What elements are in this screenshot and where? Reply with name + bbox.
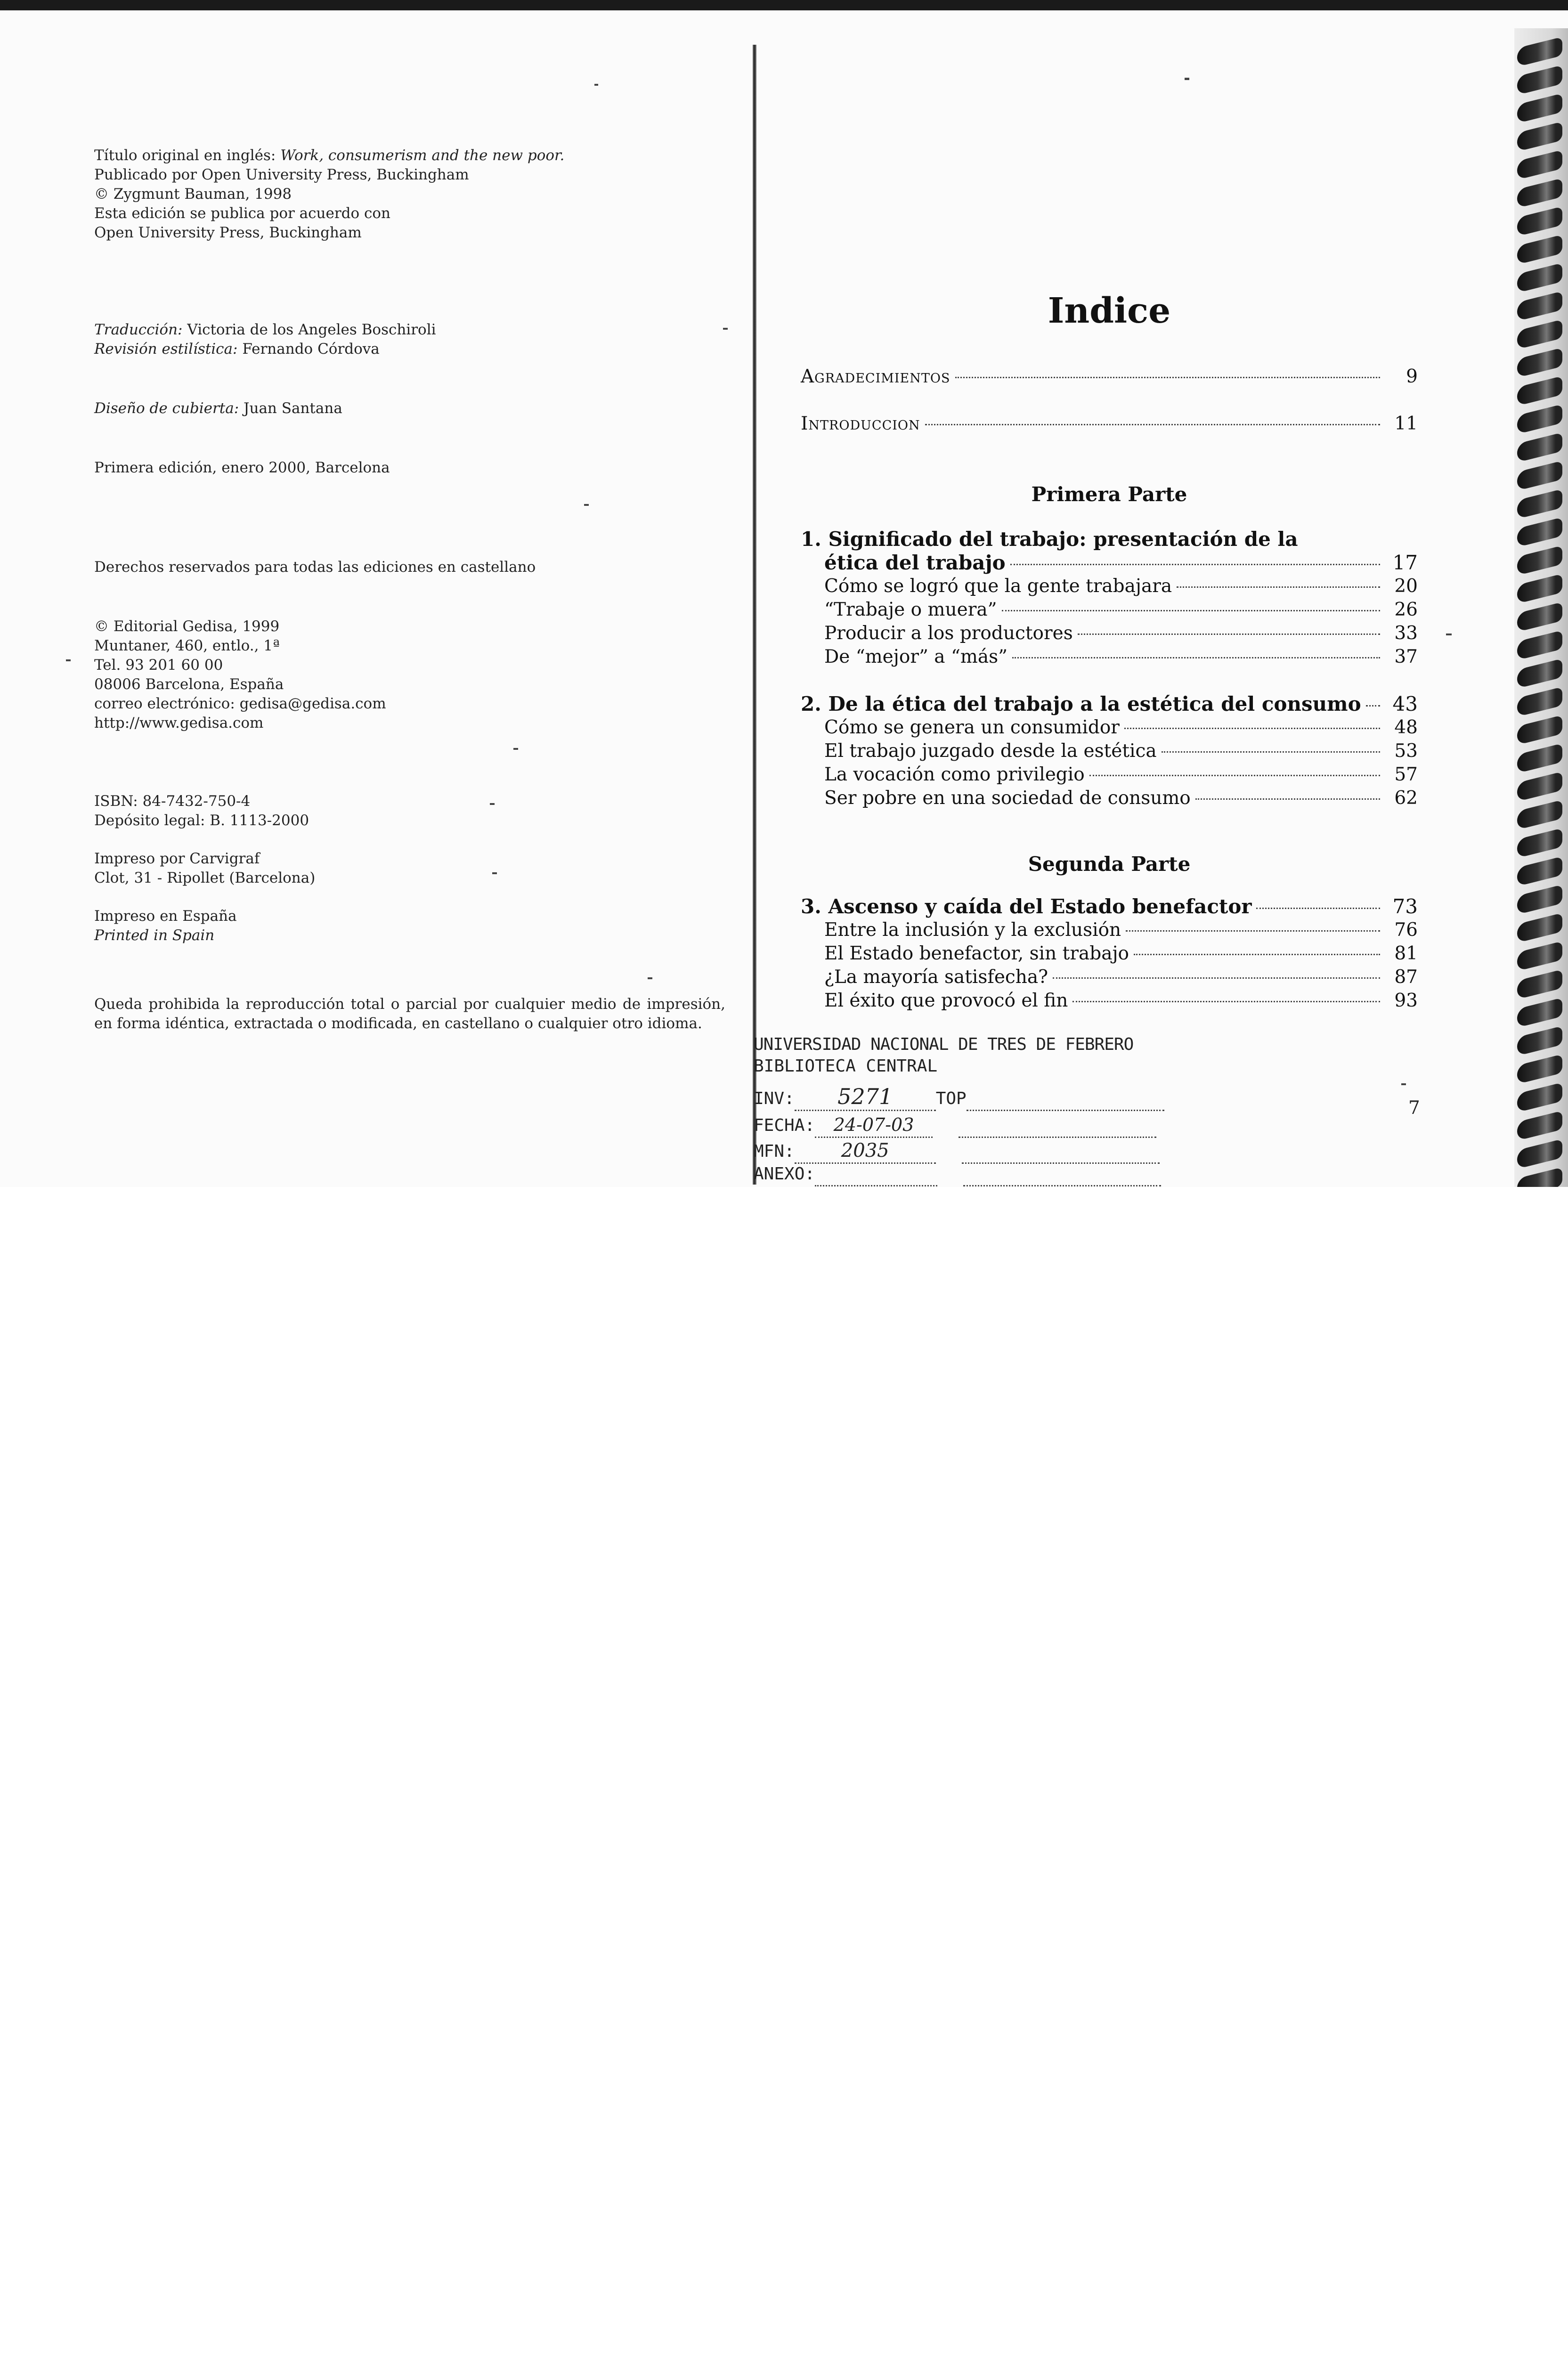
scan-speck bbox=[723, 328, 728, 330]
toc-entry-ch2-s2 bbox=[801, 739, 1418, 763]
spiral-coil bbox=[1517, 658, 1562, 689]
spiral-coil bbox=[1517, 319, 1562, 349]
stamp-mfn-label: MFN: bbox=[754, 1142, 795, 1161]
scan-speck bbox=[490, 803, 495, 805]
toc-entry-ch3-s4 bbox=[801, 989, 1418, 1013]
leader-dots bbox=[955, 377, 1380, 378]
toc-entry-label: El trabajo juzgado desde la estética bbox=[824, 740, 1157, 762]
agreement-line-2: Open University Press, Buckingham bbox=[94, 224, 362, 241]
toc-entry-label: Producir a los productores bbox=[824, 623, 1073, 644]
toc-page-number: 81 bbox=[1394, 943, 1418, 964]
spiral-coil bbox=[1517, 998, 1562, 1028]
spiral-coil bbox=[1517, 687, 1562, 717]
spiral-coil bbox=[1517, 545, 1562, 576]
spiral-coil bbox=[1517, 235, 1562, 265]
leader-dots bbox=[1195, 798, 1380, 800]
toc-page-number: 76 bbox=[1394, 919, 1418, 941]
toc-page-number: 62 bbox=[1394, 788, 1418, 809]
spiral-coil bbox=[1517, 800, 1562, 830]
leader-dots bbox=[1177, 586, 1380, 588]
scan-speck bbox=[1185, 78, 1189, 80]
toc-page-number: 17 bbox=[1392, 551, 1418, 574]
translation-label: Traducción: bbox=[94, 321, 187, 338]
toc-page-number: 43 bbox=[1392, 692, 1418, 715]
stamp-inv-row bbox=[754, 1086, 1164, 1111]
toc-entry-ch2-s1 bbox=[801, 716, 1418, 739]
isbn: ISBN: 84-7432-750-4 bbox=[94, 793, 251, 810]
spiral-coil bbox=[1517, 743, 1562, 773]
spiral-coil bbox=[1517, 432, 1562, 463]
spiral-coil bbox=[1517, 771, 1562, 802]
cover-line bbox=[94, 399, 725, 418]
toc-entry-ch3-s1 bbox=[801, 918, 1418, 942]
scan-top-border bbox=[0, 0, 1568, 10]
toc-page-number: 73 bbox=[1392, 895, 1418, 918]
spiral-coil bbox=[1517, 828, 1562, 858]
spiral-coil bbox=[1517, 517, 1562, 547]
spiral-coil bbox=[1517, 1054, 1562, 1084]
printed-in-spain-es: Impreso en España bbox=[94, 908, 237, 925]
toc-entry-label: ¿La mayoría satisfecha? bbox=[824, 966, 1048, 988]
spiral-coil bbox=[1517, 65, 1562, 95]
stamp-anexo-row bbox=[754, 1163, 1161, 1186]
toc-page-number: 53 bbox=[1394, 740, 1418, 762]
first-edition-line: Primera edición, enero 2000, Barcelona bbox=[94, 459, 390, 476]
leader-dots bbox=[1124, 728, 1380, 729]
stamp-top-label: TOP bbox=[935, 1089, 967, 1108]
stamp-inv-value: 5271 bbox=[837, 1084, 893, 1109]
original-title-label: Título original en inglés: bbox=[94, 147, 281, 164]
leader-dots bbox=[1162, 751, 1380, 753]
toc-entry-introduction bbox=[801, 412, 1418, 436]
spiral-coil bbox=[1517, 715, 1562, 745]
original-title-line bbox=[94, 146, 725, 165]
reproduction-notice: Queda prohibida la reproducción total o parcial por cualquier medio de impresión, en forma idéntica, extractada o modificada, en castellano o cualquier otro idioma. bbox=[94, 996, 725, 1032]
spiral-coil bbox=[1517, 37, 1562, 67]
part-one-heading: Primera Parte bbox=[1031, 483, 1187, 506]
toc-entry-label: Introduccion bbox=[801, 413, 920, 434]
spiral-coil bbox=[1517, 93, 1562, 123]
spiral-coil bbox=[1517, 206, 1562, 236]
book-gutter bbox=[753, 45, 756, 1185]
spiral-coil bbox=[1517, 630, 1562, 660]
spiral-coil bbox=[1517, 263, 1562, 293]
toc-entry-label: “Trabaje o muera” bbox=[824, 599, 997, 620]
spiral-coil bbox=[1517, 489, 1562, 519]
leader-dots bbox=[1134, 954, 1380, 955]
spiral-binding bbox=[1514, 28, 1568, 1187]
stamp-fecha-row bbox=[754, 1114, 1156, 1138]
chapter-2-title: 2. De la ética del trabajo a la estética del consumo bbox=[801, 692, 1361, 715]
toc-entry-ch3-s2 bbox=[801, 942, 1418, 966]
toc-page-number: 87 bbox=[1394, 966, 1418, 988]
revision-line bbox=[94, 340, 725, 359]
toc-page-number: 48 bbox=[1394, 717, 1418, 738]
toc-entry-label: El Estado benefactor, sin trabajo bbox=[824, 943, 1129, 964]
reviser-name: Fernando Córdova bbox=[242, 341, 380, 357]
original-title: Work, consumerism and the new poor. bbox=[280, 147, 565, 164]
stamp-library: BIBLIOTECA CENTRAL bbox=[754, 1056, 938, 1076]
toc-page-number: 9 bbox=[1406, 366, 1418, 387]
colophon-page bbox=[94, 146, 725, 1033]
toc-page-number: 57 bbox=[1394, 764, 1418, 785]
stamp-university: UNIVERSIDAD NACIONAL DE TRES DE FEBRERO bbox=[754, 1035, 1134, 1054]
toc-entry-label: Agradecimientos bbox=[801, 366, 951, 387]
chapter-1-title-line-1: 1. Significado del trabajo: presentación de la bbox=[801, 528, 1298, 551]
page-number: 7 bbox=[1408, 1097, 1420, 1119]
leader-dots bbox=[1126, 930, 1380, 932]
toc-page-number: 20 bbox=[1394, 576, 1418, 597]
spiral-coil bbox=[1517, 1167, 1562, 1187]
legal-deposit: Depósito legal: B. 1113-2000 bbox=[94, 812, 309, 829]
chapter-1-title-line-2: ética del trabajo bbox=[824, 551, 1006, 574]
spiral-coil bbox=[1517, 969, 1562, 999]
stamp-mfn-row bbox=[754, 1140, 1160, 1164]
cover-designer-name: Juan Santana bbox=[244, 400, 342, 417]
spiral-coil bbox=[1517, 376, 1562, 406]
author-copyright: © Zygmunt Bauman, 1998 bbox=[94, 186, 292, 203]
leader-dots bbox=[1010, 564, 1380, 565]
toc-entry-acknowledgements bbox=[801, 365, 1418, 389]
toc-entry-ch1-s3 bbox=[801, 622, 1418, 645]
toc-entry-label: Cómo se genera un consumidor bbox=[824, 717, 1120, 738]
toc-page-number: 33 bbox=[1394, 623, 1418, 644]
toc-entry-label: Entre la inclusión y la exclusión bbox=[824, 919, 1121, 941]
published-line: Publicado por Open University Press, Buckingham bbox=[94, 166, 469, 183]
leader-dots bbox=[1089, 775, 1380, 776]
leader-dots bbox=[1256, 908, 1380, 909]
toc-entry-ch2-s3 bbox=[801, 763, 1418, 787]
spiral-coil bbox=[1517, 885, 1562, 915]
scan-speck bbox=[584, 504, 589, 506]
toc-entry-ch2-s4 bbox=[801, 787, 1418, 810]
toc-entry-ch1-s1 bbox=[801, 575, 1418, 598]
publisher-web: http://www.gedisa.com bbox=[94, 715, 264, 731]
stamp-mfn-value: 2035 bbox=[841, 1140, 889, 1161]
scan-speck bbox=[1446, 633, 1452, 635]
scan-speck bbox=[594, 84, 598, 86]
toc-page-number: 93 bbox=[1394, 990, 1418, 1011]
leader-dots bbox=[1078, 633, 1380, 635]
spiral-coil bbox=[1517, 602, 1562, 632]
toc-entry-label: La vocación como privilegio bbox=[824, 764, 1085, 785]
library-stamp bbox=[754, 1034, 1201, 1187]
toc-page-number: 37 bbox=[1394, 646, 1418, 667]
toc-entry-chapter-2 bbox=[801, 692, 1418, 716]
spiral-coil bbox=[1517, 1111, 1562, 1141]
cover-label: Diseño de cubierta: bbox=[94, 400, 244, 417]
publisher-copyright: © Editorial Gedisa, 1999 bbox=[94, 618, 280, 635]
agreement-line-1: Esta edición se publica por acuerdo con bbox=[94, 205, 390, 222]
toc-page-number: 11 bbox=[1394, 413, 1418, 434]
toc-entry-label: De “mejor” a “más” bbox=[824, 646, 1008, 667]
scan-speck bbox=[648, 977, 652, 979]
toc-title: Indice bbox=[1048, 291, 1171, 331]
scan-speck bbox=[513, 748, 518, 750]
toc-entry-ch1-s4 bbox=[801, 645, 1418, 669]
spiral-coil bbox=[1517, 348, 1562, 378]
translator-name: Victoria de los Angeles Boschiroli bbox=[187, 321, 436, 338]
leader-dots bbox=[1053, 977, 1380, 979]
leader-dots bbox=[1072, 1001, 1380, 1002]
publisher-phone: Tel. 93 201 60 00 bbox=[94, 657, 223, 674]
publisher-address: Muntaner, 460, entlo., 1ª bbox=[94, 637, 280, 654]
toc-page-number: 26 bbox=[1394, 599, 1418, 620]
spiral-coil bbox=[1517, 1026, 1562, 1056]
stamp-anexo-label: ANEXO: bbox=[754, 1164, 815, 1184]
toc-entry-ch1-s2 bbox=[801, 598, 1418, 622]
translation-line bbox=[94, 320, 725, 340]
rights-line: Derechos reservados para todas las ediciones en castellano bbox=[94, 559, 536, 576]
stamp-fecha-value: 24-07-03 bbox=[833, 1114, 914, 1135]
spiral-coil bbox=[1517, 913, 1562, 943]
printed-in-spain-en: Printed in Spain bbox=[94, 927, 215, 944]
toc-entry-label: El éxito que provocó el fin bbox=[824, 990, 1068, 1011]
scan-speck bbox=[66, 659, 71, 661]
printer-line-2: Clot, 31 - Ripollet (Barcelona) bbox=[94, 869, 316, 886]
toc-entry-chapter-3 bbox=[801, 895, 1418, 918]
toc-entry-chapter-1 bbox=[801, 551, 1418, 575]
leader-dots bbox=[1012, 657, 1380, 658]
publisher-city: 08006 Barcelona, España bbox=[94, 676, 284, 693]
part-two-heading: Segunda Parte bbox=[1028, 853, 1191, 876]
spiral-coil bbox=[1517, 574, 1562, 604]
spiral-coil bbox=[1517, 1082, 1562, 1113]
spiral-coil bbox=[1517, 404, 1562, 434]
spiral-coil bbox=[1517, 941, 1562, 971]
printer-line-1: Impreso por Carvigraf bbox=[94, 850, 260, 867]
stamp-inv-label: INV: bbox=[754, 1089, 795, 1108]
leader-dots bbox=[1002, 610, 1380, 611]
stamp-fecha-label: FECHA: bbox=[754, 1116, 815, 1135]
scan-speck bbox=[1401, 1083, 1406, 1085]
spiral-coil bbox=[1517, 122, 1562, 152]
revision-label: Revisión estilística: bbox=[94, 341, 243, 357]
leader-dots bbox=[1366, 705, 1380, 706]
spiral-coil bbox=[1517, 461, 1562, 491]
spiral-coil bbox=[1517, 1139, 1562, 1169]
leader-dots bbox=[925, 424, 1380, 425]
scan-speck bbox=[492, 872, 497, 874]
publisher-email: correo electrónico: gedisa@gedisa.com bbox=[94, 695, 386, 712]
spiral-coil bbox=[1517, 856, 1562, 886]
spiral-coil bbox=[1517, 291, 1562, 321]
spiral-coil bbox=[1517, 150, 1562, 180]
toc-entry-label: Cómo se logró que la gente trabajara bbox=[824, 576, 1172, 597]
toc-entry-ch3-s3 bbox=[801, 966, 1418, 989]
spiral-coil bbox=[1517, 178, 1562, 208]
toc-entry-label: Ser pobre en una sociedad de consumo bbox=[824, 788, 1191, 809]
chapter-3-title: 3. Ascenso y caída del Estado benefactor bbox=[801, 895, 1252, 918]
